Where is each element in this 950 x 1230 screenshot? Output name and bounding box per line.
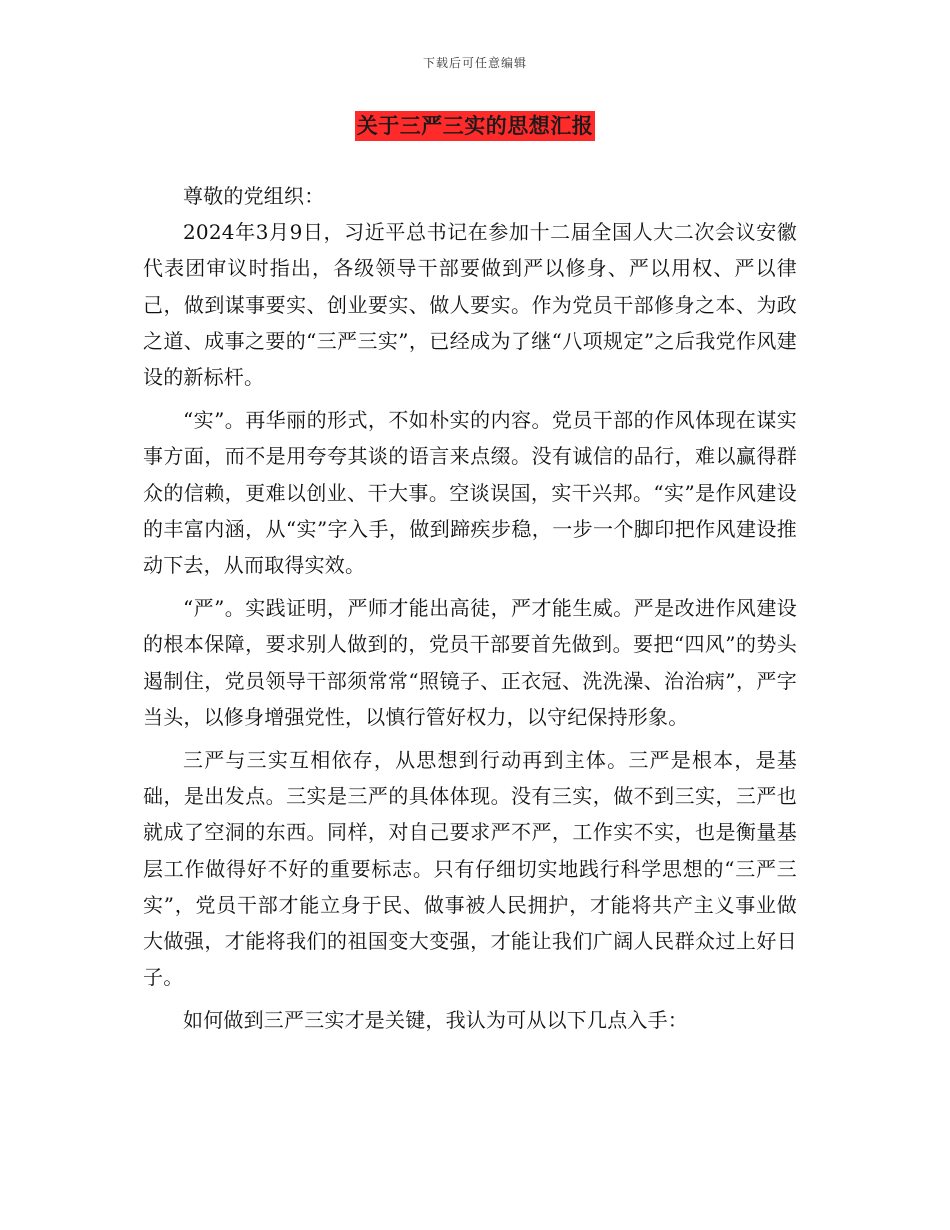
- paragraph-shi: “实”。再华丽的形式，不如朴实的内容。党员干部的作风体现在谋实事方面，而不是用夸夸其谈的语言来点缀。没有诚信的品行，难以赢得群众的信赖，更难以创业、干大事。空谈误国，实干兴邦。“实”是作风建设的丰富内涵，从“实”字入手，做到蹄疾步稳，一步一个脚印把作风建设推动下去，从而取得实效。: [143, 408, 797, 578]
- paragraph-relation: 三严与三实互相依存，从思想到行动再到主体。三严是根本，是基础，是出发点。三实是三严的具体体现。没有三实，做不到三实，三严也就成了空洞的东西。同样，对自己要求严不严，工作实不实，也是衡量基层工作做得好不好的重要标志。只有仔细切实地践行科学思想的“三严三实”，党员干部才能立身于民、做事被人民拥护，才能将共产主义事业做大做强，才能将我们的祖国变大变强，才能让我们广阔人民群众过上好日子。: [143, 748, 797, 990]
- paragraph-how: 如何做到三严三实才是关键，我认为可从以下几点入手：: [183, 1008, 688, 1033]
- header-note: 下载后可任意编辑: [422, 56, 527, 70]
- document-body: [143, 178, 797, 1046]
- paragraph-yan: “严”。实践证明，严师才能出高徒，严才能生威。严是改进作风建设的根本保障，要求别人做到的，党员干部要首先做到。要把“四风”的势头遏制住，党员领导干部须常常“照镜子、正衣冠、洗洗澡、治治病”，严字当头，以修身增强党性，以慎行管好权力，以守纪保持形象。: [143, 596, 797, 729]
- salutation: 尊敬的党组织：: [183, 184, 325, 208]
- title-container: [0, 111, 950, 141]
- document-title: 关于三严三实的思想汇报: [355, 111, 596, 141]
- paragraph-intro: 2024年3月9日，习近平总书记在参加十二届全国人大二次会议安徽代表团审议时指出，各级领导干部要做到严以修身、严以用权、严以律己，做到谋事要实、创业要实、做人要实。作为党员干部修身之本、为政之道、成事之要的“三严三实”，已经成为了继“八项规定”之后我党作风建设的新标杆。: [143, 220, 797, 390]
